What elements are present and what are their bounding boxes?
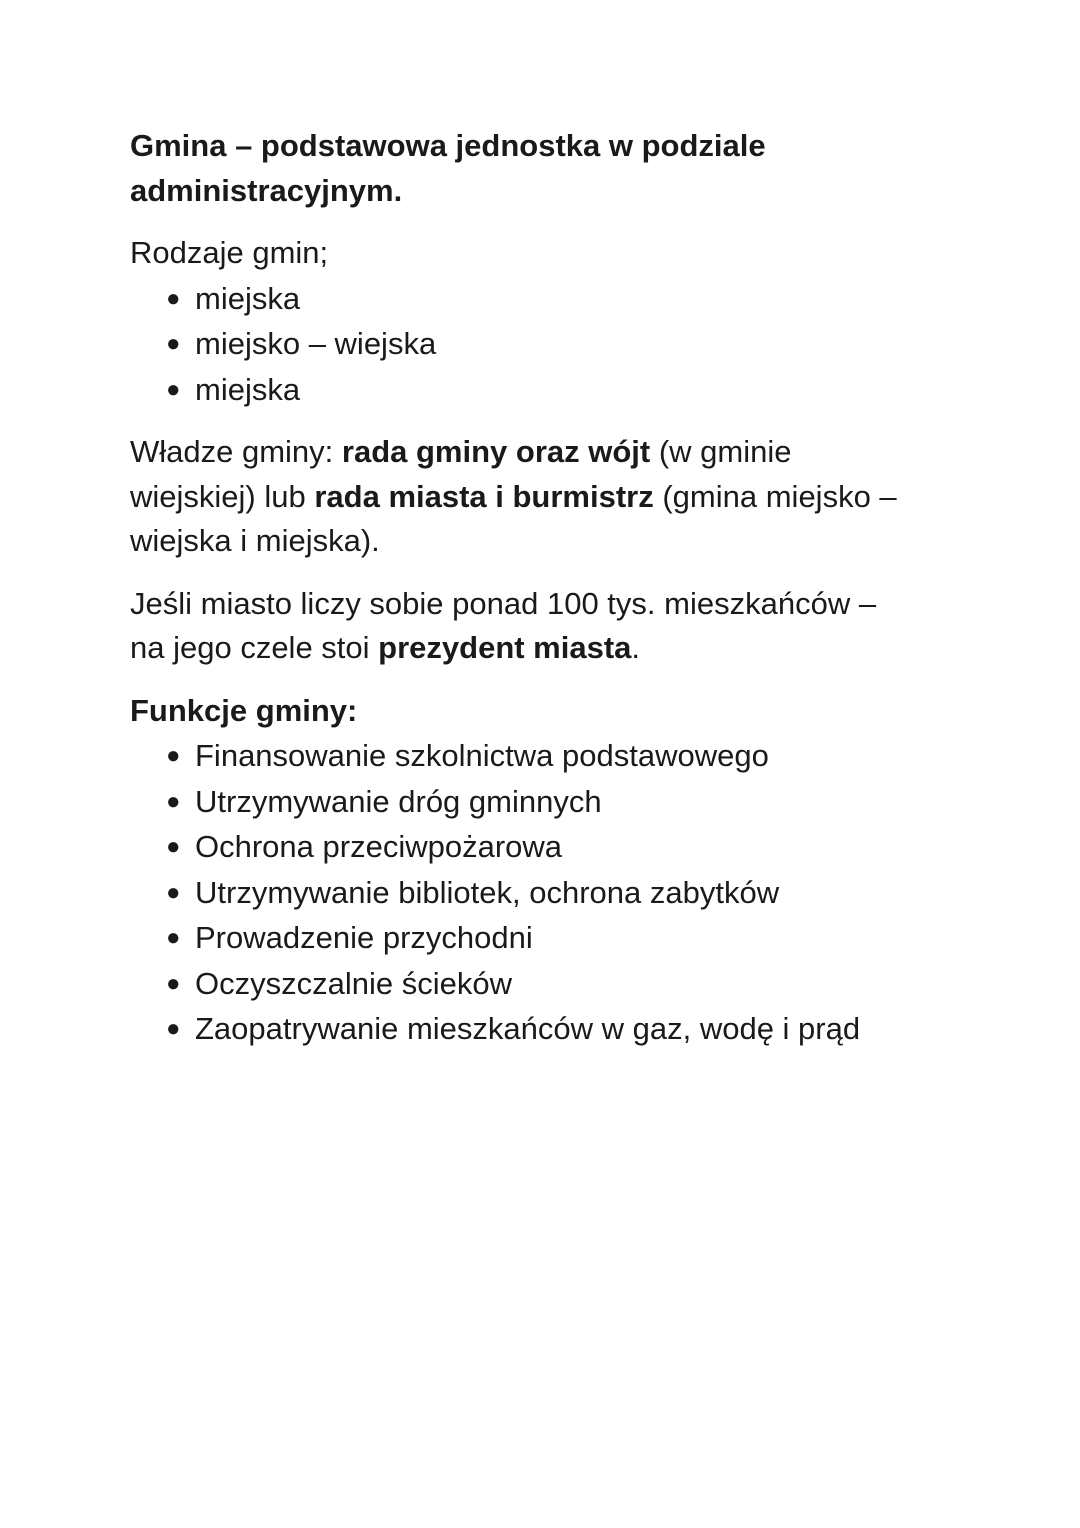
list-item	[166, 321, 960, 367]
bullet-icon: ●	[166, 284, 181, 312]
authorities-text-4: (gmina miejsko –	[653, 478, 897, 514]
bullet-icon: ●	[166, 969, 181, 997]
authorities-text-2: (w gminie	[650, 434, 792, 469]
bullet-icon: ●	[166, 375, 181, 403]
types-list	[130, 276, 960, 413]
bullet-icon: ●	[166, 878, 181, 906]
functions-list	[130, 733, 960, 1052]
list-item-text: miejsko – wiejska	[195, 326, 437, 361]
list-item-text: Utrzymywanie bibliotek, ochrona zabytków	[195, 874, 780, 910]
city-text-1: Jeśli miasto liczy sobie ponad 100 tys. mieszkańców –	[130, 585, 877, 621]
list-item-text: miejska	[195, 371, 301, 407]
authorities-paragraph	[130, 430, 960, 564]
authorities-bold-2: rada miasta i burmistrz	[314, 478, 654, 514]
list-item-text: Zaopatrywanie mieszkańców w gaz, wodę i prąd	[195, 1011, 861, 1046]
city-bold-1: prezydent miasta	[378, 630, 632, 665]
list-item-text: miejska	[195, 280, 301, 316]
title-line-1: Gmina – podstawowa jednostka w podziale	[130, 128, 766, 163]
list-item	[166, 1006, 960, 1052]
list-item-text: Utrzymywanie dróg gminnych	[195, 783, 602, 819]
list-item	[166, 961, 960, 1007]
city-text-2: na jego czele stoi	[130, 630, 379, 665]
bullet-icon: ●	[166, 742, 181, 769]
list-item-text: Finansowanie szkolnictwa podstawowego	[195, 738, 769, 773]
bullet-icon: ●	[166, 1015, 181, 1042]
list-item-text: Prowadzenie przychodni	[195, 920, 533, 955]
list-item	[166, 779, 960, 825]
list-item	[166, 824, 960, 870]
list-item-text: Ochrona przeciwpożarowa	[195, 829, 563, 864]
authorities-bold-1: rada gminy oraz wójt	[341, 434, 651, 469]
list-item	[166, 733, 960, 779]
document-content	[130, 124, 960, 1052]
authorities-text-5: wiejska i miejska).	[130, 523, 380, 558]
bullet-icon: ●	[166, 787, 181, 815]
list-item	[166, 915, 960, 961]
list-item	[166, 870, 960, 916]
bullet-icon: ●	[166, 833, 181, 860]
bullet-icon: ●	[166, 924, 181, 951]
functions-heading: Funkcje gminy:	[130, 692, 358, 728]
document-title	[130, 124, 960, 213]
title-line-2: administracyjnym.	[130, 172, 403, 208]
list-item	[166, 367, 960, 413]
bullet-icon: ●	[166, 330, 181, 357]
list-item	[166, 276, 960, 322]
city-text-3: .	[631, 630, 641, 665]
authorities-text-3: wiejskiej) lub	[130, 478, 315, 514]
types-label: Rodzaje gmin;	[130, 235, 329, 270]
city-paragraph	[130, 582, 960, 671]
list-item-text: Oczyszczalnie ścieków	[195, 965, 512, 1001]
authorities-text-1: Władze gminy:	[130, 434, 342, 469]
